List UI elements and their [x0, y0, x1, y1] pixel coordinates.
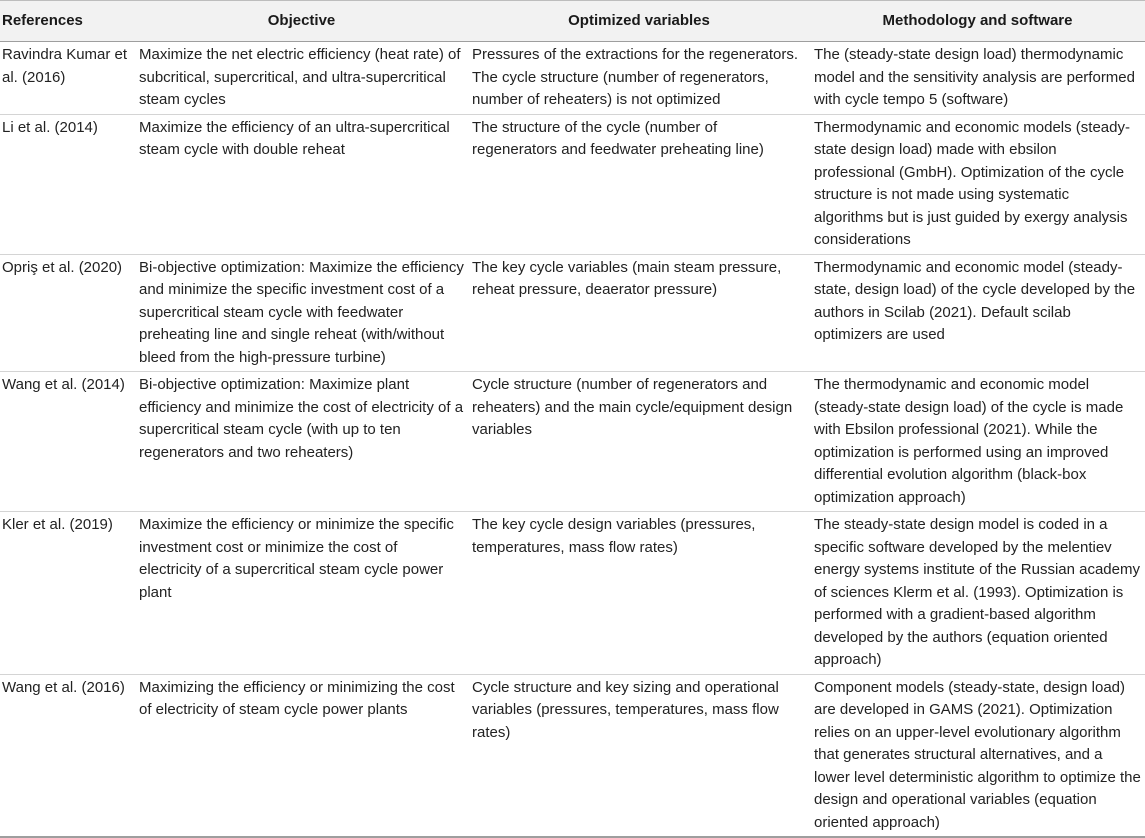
cell-variables: Pressures of the extractions for the regenerators. The cycle structure (number of regenerators, number of reheaters) is not optimized — [468, 42, 810, 115]
header-objective: Objective — [135, 1, 468, 42]
cell-reference: Kler et al. (2019) — [0, 512, 135, 675]
table-row — [0, 254, 1145, 372]
cell-reference: Wang et al. (2014) — [0, 372, 135, 512]
cell-reference: Li et al. (2014) — [0, 114, 135, 254]
table-row — [0, 114, 1145, 254]
cell-methodology: Thermodynamic and economic models (steady-state design load) made with ebsilon professional (GmbH). Optimization of the cycle structure is not made using systematic algorithms but is just guided by exergy analysis considerations — [810, 114, 1145, 254]
cell-variables: The structure of the cycle (number of regenerators and feedwater preheating line) — [468, 114, 810, 254]
header-optimized-variables: Optimized variables — [468, 1, 810, 42]
table-row — [0, 674, 1145, 837]
cell-reference: Opriş et al. (2020) — [0, 254, 135, 372]
header-references: References — [0, 1, 135, 42]
cell-methodology: The (steady-state design load) thermodynamic model and the sensitivity analysis are performed with cycle tempo 5 (software) — [810, 42, 1145, 115]
cell-objective: Maximize the efficiency of an ultra-supercritical steam cycle with double reheat — [135, 114, 468, 254]
cell-objective: Maximize the net electric efficiency (heat rate) of subcritical, supercritical, and ultra-supercritical steam cycles — [135, 42, 468, 115]
cell-variables: Cycle structure and key sizing and operational variables (pressures, temperatures, mass flow rates) — [468, 674, 810, 837]
cell-objective: Bi-objective optimization: Maximize the efficiency and minimize the specific investment cost of a supercritical steam cycle with feedwater preheating line and single reheat (with/without bleed from the high-pressure turbine) — [135, 254, 468, 372]
cell-objective: Bi-objective optimization: Maximize plant efficiency and minimize the cost of electricity of a supercritical steam cycle (with up to ten regenerators and two reheaters) — [135, 372, 468, 512]
cell-methodology: Thermodynamic and economic model (steady-state, design load) of the cycle developed by the authors in Scilab (2021). Default scilab optimizers are used — [810, 254, 1145, 372]
cell-variables: The key cycle variables (main steam pressure, reheat pressure, deaerator pressure) — [468, 254, 810, 372]
cell-reference: Wang et al. (2016) — [0, 674, 135, 837]
table-row — [0, 372, 1145, 512]
cell-objective: Maximize the efficiency or minimize the specific investment cost or minimize the cost of electricity of a supercritical steam cycle power plant — [135, 512, 468, 675]
header-methodology: Methodology and software — [810, 1, 1145, 42]
table-row — [0, 512, 1145, 675]
cell-methodology: The thermodynamic and economic model (steady-state design load) of the cycle is made with Ebsilon professional (2021). While the optimization is performed using an improved differential evolution algorithm (black-box optimization approach) — [810, 372, 1145, 512]
cell-reference: Ravindra Kumar et al. (2016) — [0, 42, 135, 115]
table-row — [0, 42, 1145, 115]
cell-variables: Cycle structure (number of regenerators and reheaters) and the main cycle/equipment design variables — [468, 372, 810, 512]
cell-methodology: The steady-state design model is coded in a specific software developed by the melentiev energy systems institute of the Russian academy of sciences Klerm et al. (1993). Optimization is performed with a gradient-based algorithm developed by the authors (equation oriented approach) — [810, 512, 1145, 675]
table-header-row — [0, 1, 1145, 42]
cell-variables: The key cycle design variables (pressures, temperatures, mass flow rates) — [468, 512, 810, 675]
cell-objective: Maximizing the efficiency or minimizing the cost of electricity of steam cycle power plants — [135, 674, 468, 837]
cell-methodology: Component models (steady-state, design load) are developed in GAMS (2021). Optimization relies on an upper-level evolutionary algorithm that generates structural alternatives, and a lower level deterministic algorithm to optimize the design and operational variables (equation oriented approach) — [810, 674, 1145, 837]
